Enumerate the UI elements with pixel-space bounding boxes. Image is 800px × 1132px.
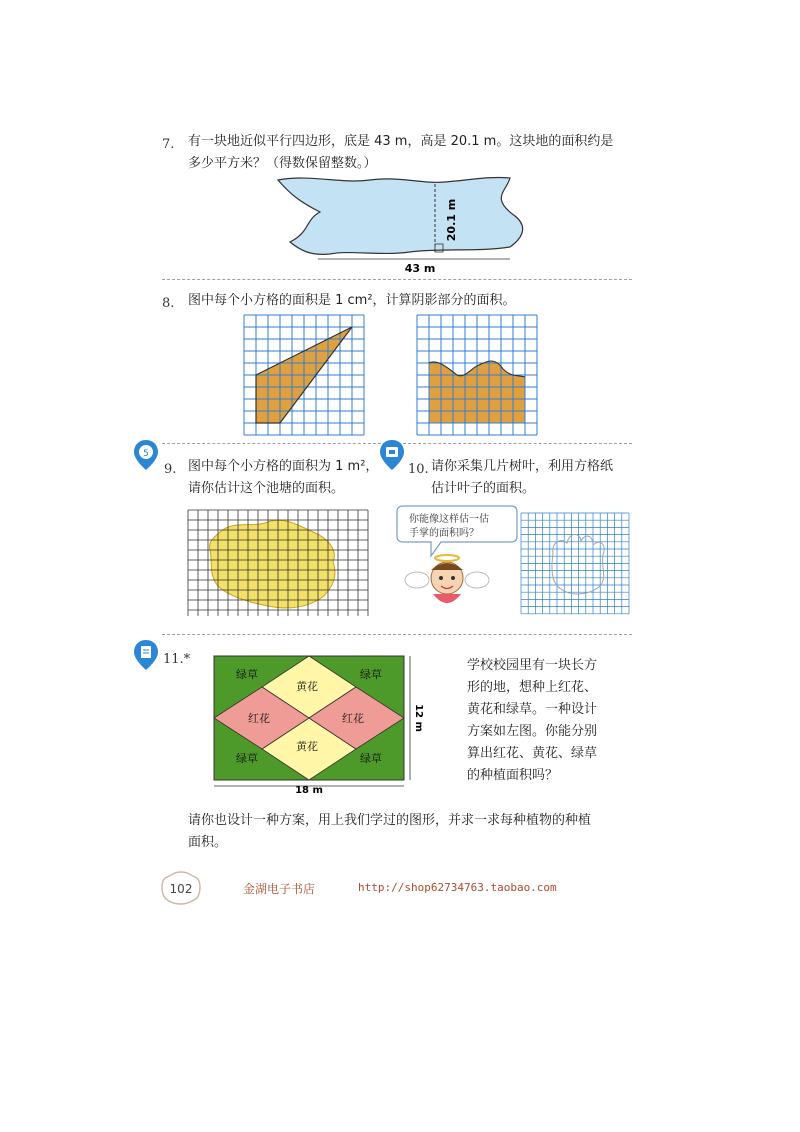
q11-side-line6: 的种植面积吗？ (467, 768, 559, 783)
q10-grid-lines (521, 513, 629, 614)
label-green-top-left: 绿草 (236, 668, 258, 681)
svg-text:5: 5 (143, 449, 149, 459)
label-red-left: 红花 (248, 712, 270, 725)
q11-number: 11.* (163, 652, 191, 667)
footer-store-name: 金湖电子书店 (243, 882, 316, 896)
bubble-text-line1: 你能像这样估一估 (409, 514, 489, 525)
q7-base-label: 43 m (404, 262, 436, 275)
q9-number: 9. (164, 462, 177, 477)
divider-1 (162, 279, 632, 280)
q10-pin-icon (378, 438, 406, 474)
bubble-text-line2: 手掌的面积吗？ (409, 528, 479, 539)
q8-text: 图中每个小方格的面积是 1 cm²，计算阴影部分的面积。 (188, 293, 516, 308)
q10-text-line2: 估计叶子的面积。 (431, 481, 536, 496)
q8-number: 8. (162, 296, 175, 311)
label-red-right: 红花 (342, 712, 364, 725)
q11-side-line1: 学校校园里有一块长方 (467, 658, 598, 673)
q7-parallelogram-figure (270, 172, 530, 278)
q11-side-line3: 黄花和绿草。一种设计 (467, 702, 598, 717)
q8-grid-curve (417, 315, 539, 437)
q9-text-line2: 请你估计这个池塘的面积。 (188, 481, 345, 496)
page-number: 102 (169, 882, 193, 896)
angel-character-icon (405, 555, 489, 603)
q11-side-line2: 形的地，想种上红花、 (467, 680, 598, 695)
q11-pin-icon (132, 638, 160, 674)
page-number-badge (159, 870, 203, 906)
footer-url[interactable]: http://shop62734763.taobao.com (358, 881, 557, 894)
q9-pond-grid (188, 510, 368, 618)
label-yellow-bottom: 黄花 (296, 740, 318, 753)
label-green-bottom-left: 绿草 (236, 752, 258, 765)
q10-hand-grid (521, 513, 631, 615)
label-green-top-right: 绿草 (360, 668, 382, 681)
height-label: 12 m (413, 704, 424, 732)
q11-bottom-line1: 请你也设计一种方案，用上我们学过的图形，并求一求每种植物的种植 (188, 813, 592, 828)
q10-text-line1: 请你采集几片树叶，利用方格纸 (431, 459, 614, 474)
q7-number: 7. (162, 137, 175, 152)
q10-bubble-and-angel (395, 500, 520, 616)
q11-side-line5: 算出红花、黄花、绿草 (467, 746, 598, 761)
width-label: 18 m (295, 785, 323, 796)
q9-text-line1: 图中每个小方格的面积为 1 m²， (188, 459, 379, 474)
q7-text-line1: 有一块地近似平行四边形，底是 43 m，高是 20.1 m。这块地的面积约是 (188, 134, 614, 149)
divider-3 (162, 634, 632, 635)
q11-side-line4: 方案如左图。你能分别 (467, 724, 598, 739)
q9-pin-icon (132, 438, 160, 474)
q10-number: 10. (408, 462, 429, 477)
q11-bottom-line2: 面积。 (188, 835, 228, 850)
q11-garden-diagram (210, 652, 422, 794)
q7-height-label: 20.1 m (445, 198, 458, 242)
label-green-bottom-right: 绿草 (360, 752, 382, 765)
q7-field-shape (278, 177, 523, 254)
q8-grid-triangle (244, 315, 366, 437)
label-yellow-top: 黄花 (296, 680, 318, 693)
q7-text-line2: 多少平方米？（得数保留整数。） (188, 156, 377, 171)
